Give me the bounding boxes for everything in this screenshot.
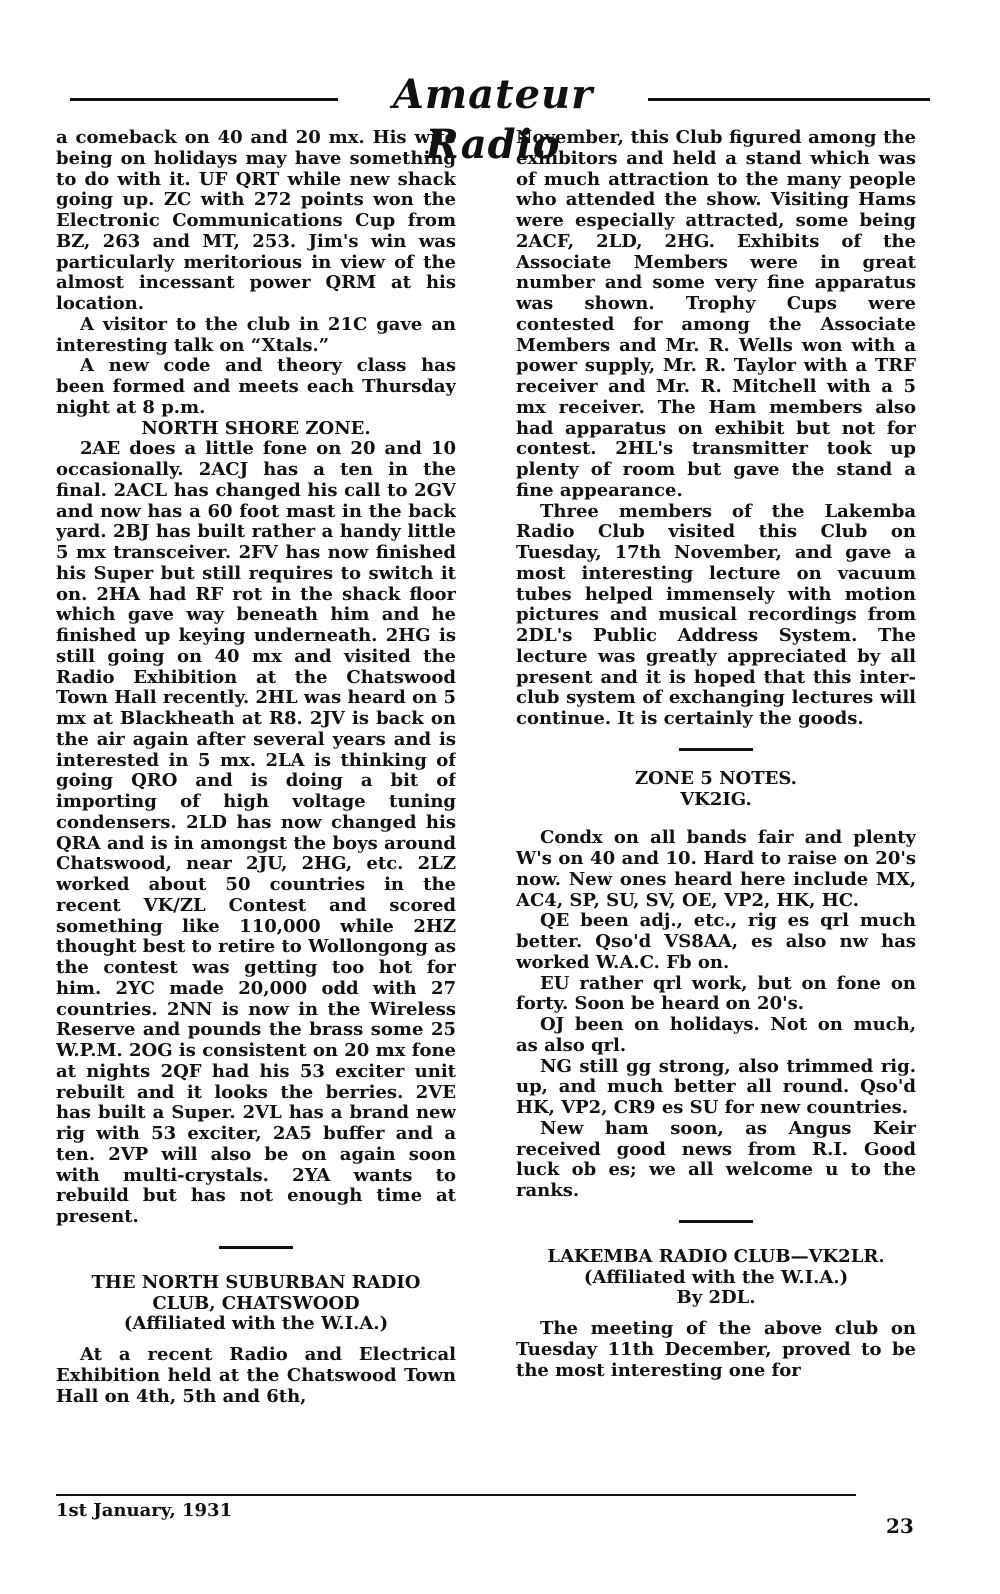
paragraph: The meeting of the above club on Tuesday 11th December, proved to be the most interesting one for [516,1318,916,1381]
masthead [70,70,930,168]
spacer [56,1228,456,1246]
paragraph: Condx on all bands fair and plenty W's on 40 and 10. Hard to raise on 20's now. New ones heard here include MX, AC4, SP, SU, SV, OE, VP2, HK, HC. [516,827,916,911]
page-number: 23 [886,1514,914,1538]
left-column [56,128,456,1480]
section-subheading-affiliation: (Affiliated with the W.I.A.) [583,1266,849,1288]
paragraph: A visitor to the club in 21C gave an interesting talk on “Xtals.” [56,313,456,356]
paragraph: OJ been on holidays. Not on much, as also qrl. [516,1014,916,1056]
spacer [516,730,916,748]
footer-date: 1st January, 1931 [56,1500,233,1521]
paragraph: A new code and theory class has been formed and meets each Thursday night at 8 p.m. [56,355,456,418]
footer-rule [56,1494,856,1496]
spacer [516,1202,916,1220]
section-subheading-author: By 2DL. [676,1287,756,1309]
section-subheading-callsign: VK2IG. [680,788,752,810]
paragraph: At a recent Radio and Electrical Exhibition held at the Chatswood Town Hall on 4th, 5th and 6th, [56,1344,456,1407]
masthead-rule-right [648,98,930,101]
paragraph: QE been adj., etc., rig es qrl much better. Qso'd VS8AA, es also nw has worked W.A.C. Fb on. [516,910,916,973]
paragraph: New ham soon, as Angus Keir received good news from R.I. Good luck ob es; we all welcome u to the ranks. [516,1117,916,1201]
paragraph: a comeback on 40 and 20 mx. His wife being on holidays may have something to do with it. UF QRT while new shack going up. ZC with 272 points won the Electronic Communications Cup from BZ, 263 and MT, 253. Jim's win was particularly meritorious in view of the almost incessant power QRM at his location. [56,128,456,314]
paragraph: 2AE does a little fone on 20 and 10 occasionally. 2ACJ has a ten in the final. 2ACL has changed his call to 2GV and now has a 60 foot mast in the back yard. 2BJ has built rather a handy little 5 mx transceiver. 2FV has now finished his Super but still requires to switch it on. 2HA had RF rot in the shack floor which gave way beneath him and he finished up keying underneath. 2HG is still going on 40 mx and visited the Radio Exhibition at the Chatswood Town Hall recently. 2HL was heard on 5 mx at Blackheath at R8. 2JV is back on the air again after several years and is interested in 5 mx. 2LA is thinking of going QRO and is doing a bit of importing of high voltage tuning condensers. 2LD has now changed his QRA and is in amongst the boys around Chatswood, near 2JU, 2HG, etc. 2LZ worked about 50 countries in the recent VK/ZL Contest and scored something like 110,000 while 2HZ thought best to retire to Wollongong as the contest was getting too hot for him. 2YC made 20,000 odd with 27 countries. 2NN is now in the Wireless Reserve and pounds the brass some 25 W.P.M. 2OG is consistent on 20 mx fone at nights 2QF had his 53 exciter unit rebuilt and it looks the berries. 2VE has built a Super. 2VL has a brand new rig with 53 exciter, 2A5 buffer and a ten. 2VP will also be on again soon with multi-crystals. 2YA wants to rebuild but has not enough time at present. [56,438,456,1227]
paragraph: November, this Club figured among the exhibitors and held a stand which was of much attraction to the many people who attended the show. Visiting Hams were especially attracted, some being 2ACF, 2LD, 2HG. Exhibits of the Associate Members were in great number and some very fine apparatus was shown. Trophy Cups were contested for among the Associate Members and Mr. R. Wells won with a power supply, Mr. R. Taylor with a TRF receiver and Mr. R. Mitchell with a 5 mx receiver. The Ham members also had apparatus on exhibit but not for contest. 2HL's transmitter took up plenty of room but gave the stand a fine appearance. [516,128,916,501]
masthead-rule-left [70,98,338,101]
section-heading-lakemba: LAKEMBA RADIO CLUB—VK2LR. [547,1245,885,1267]
section-heading-north-suburban-line2: CLUB, CHATSWOOD [152,1292,360,1314]
section-heading-zone5: ZONE 5 NOTES. [635,767,797,789]
spacer [516,1223,916,1247]
spacer [56,1249,456,1273]
spacer [516,810,916,828]
masthead-title: Amateur Radio [392,71,594,168]
right-column [516,128,916,1480]
paragraph: NG still gg strong, also trimmed rig. up, and much better all round. Qso'd HK, VP2, CR9 es SU for new countries. [516,1055,916,1118]
section-heading-north-shore: NORTH SHORE ZONE. [141,417,371,439]
spacer [516,751,916,769]
section-heading-north-suburban: THE NORTH SUBURBAN RADIO [91,1271,421,1293]
paragraph: EU rather qrl work, but on fone on forty. Soon be heard on 20's. [516,972,916,1015]
section-subheading-affiliation: (Affiliated with the W.I.A.) [123,1313,389,1335]
paragraph: Three members of the Lakemba Radio Club visited this Club on Tuesday, 17th November, and gave a most interesting lecture on vacuum tubes helped immensely with motion pictures and musical recordings from 2DL's Public Address System. The lecture was greatly appreciated by all present and it is hoped that this inter-club system of exchanging lectures will continue. It is certainly the goods. [516,500,916,729]
